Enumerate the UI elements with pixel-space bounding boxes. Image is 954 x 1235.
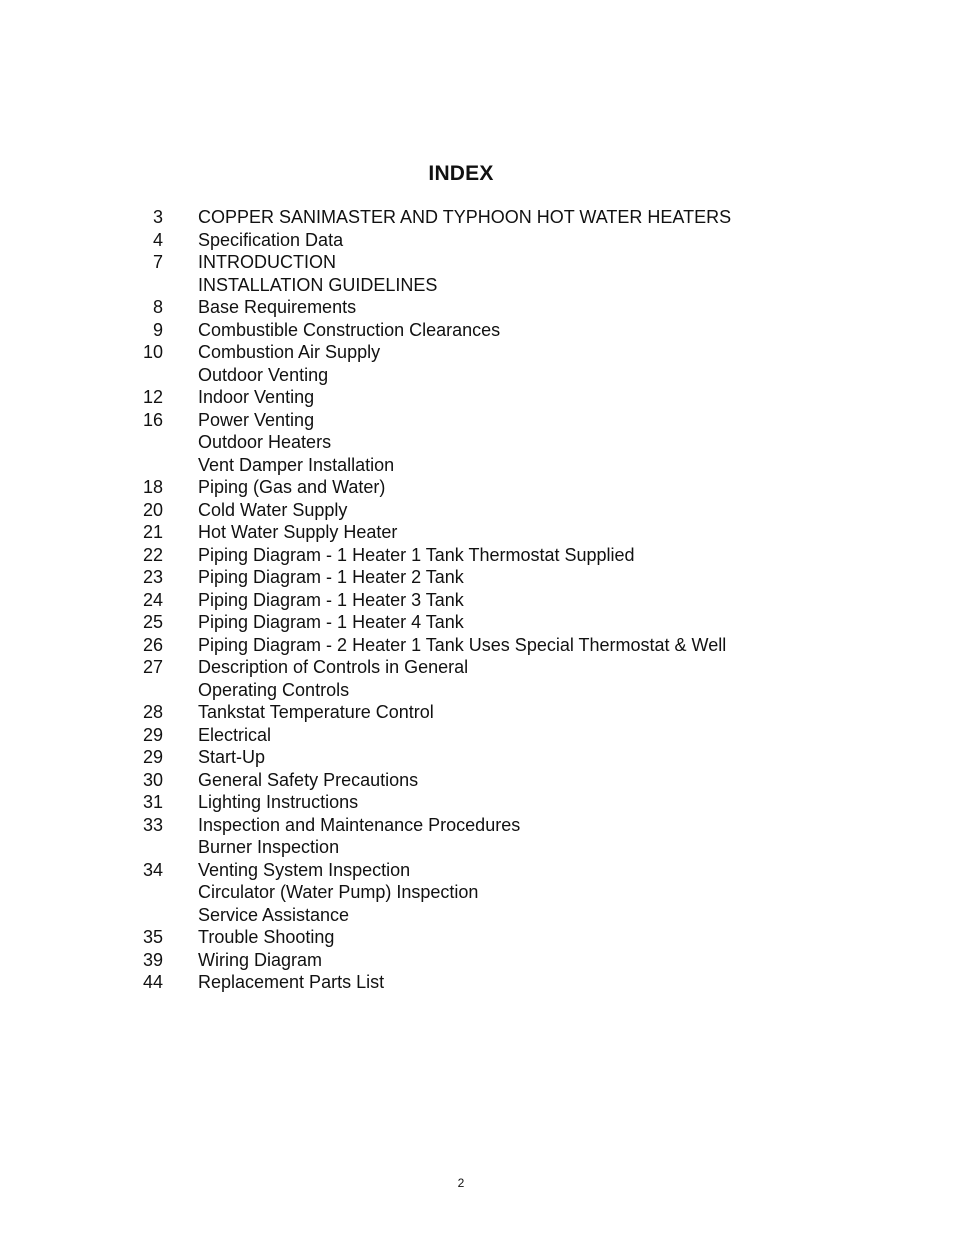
index-entry-label: Electrical [198,724,272,745]
index-entry [120,611,840,634]
index-entry-label: Burner Inspection [198,837,340,857]
index-entry [120,454,840,477]
index-entry-label: Trouble Shooting [198,927,335,947]
index-entry-page: 29 [142,724,163,745]
index-entry-label: Outdoor Venting [198,364,329,385]
index-entry [120,656,840,679]
index-entry-label: Combustion Air Supply [198,342,381,362]
index-entry-page: 44 [142,972,163,992]
index-entry-page: 9 [152,319,163,340]
index-entry-page: 18 [142,477,163,497]
index-entry-label: Cold Water Supply [198,499,348,520]
index-entry-label: INSTALLATION GUIDELINES [198,274,438,295]
index-entry-label: Base Requirements [198,297,357,317]
index-entry [120,274,840,297]
index-entry [120,364,840,387]
index-entry [120,251,840,274]
index-entry-page: 35 [142,927,163,947]
index-entry-page: 16 [142,409,163,430]
index-entry-page: 7 [152,252,163,272]
index-entry [120,296,840,319]
index-entry-label: Vent Damper Installation [198,454,395,475]
index-entry-label: Replacement Parts List [198,972,385,992]
index-entry [120,386,840,409]
index-entry-label: Start-Up [198,747,266,767]
index-entry [120,881,840,904]
index-entry [120,206,840,229]
index-entry [120,769,840,792]
index-entry [120,431,840,454]
index-entry-label: Service Assistance [198,904,350,925]
index-entry-page: 24 [142,589,163,610]
index-entry [120,229,840,252]
index-entry-label: Piping (Gas and Water) [198,477,386,497]
index-entry-page: 4 [152,229,163,250]
index-entry-label: Venting System Inspection [198,859,411,880]
index-entry-page: 21 [142,522,163,542]
page-number: 2 [457,1176,465,1190]
index-list [120,206,840,994]
index-entry-page: 39 [142,949,163,970]
index-entry-page: 28 [142,702,163,722]
index-entry-label: Description of Controls in General [198,657,469,677]
index-entry-label: Tankstat Temperature Control [198,702,434,722]
index-entry-page: 26 [142,634,163,655]
index-entry [120,701,840,724]
index-entry-label: Operating Controls [198,679,350,700]
index-entry-page: 10 [142,342,163,362]
index-entry [120,341,840,364]
index-entry-label: Circulator (Water Pump) Inspection [198,882,479,902]
index-entry [120,926,840,949]
index-entry-page: 25 [142,612,163,632]
index-entry-page: 33 [142,814,163,835]
index-entry-page: 8 [152,297,163,317]
index-entry [120,521,840,544]
index-entry-label: Combustible Construction Clearances [198,319,501,340]
index-entry-page: 20 [142,499,163,520]
index-entry [120,476,840,499]
index-entry-label: Piping Diagram - 2 Heater 1 Tank Uses Special Thermostat & Well [198,634,727,655]
index-entry-page: 31 [142,792,163,812]
index-entry-label: Specification Data [198,229,344,250]
index-entry [120,499,840,522]
index-entry-page: 12 [142,387,163,407]
index-entry [120,544,840,567]
index-entry [120,859,840,882]
page-title: INDEX [428,162,494,185]
index-entry [120,566,840,589]
index-entry [120,904,840,927]
index-entry-label: Piping Diagram - 1 Heater 4 Tank [198,612,464,632]
index-entry-label: Power Venting [198,409,315,430]
index-entry [120,949,840,972]
index-entry-page: 27 [142,657,163,677]
index-entry [120,679,840,702]
index-entry [120,319,840,342]
index-entry [120,589,840,612]
index-entry-page: 30 [142,769,163,790]
index-entry [120,836,840,859]
index-entry-page: 23 [142,567,163,587]
index-entry [120,746,840,769]
index-entry [120,791,840,814]
index-entry-label: Hot Water Supply Heater [198,522,398,542]
index-entry-label: Outdoor Heaters [198,432,332,452]
index-entry [120,409,840,432]
index-entry-label: Inspection and Maintenance Procedures [198,814,521,835]
index-entry-page: 29 [142,747,163,767]
index-entry-label: General Safety Precautions [198,769,419,790]
index-entry-label: Wiring Diagram [198,949,323,970]
index-entry-label: Piping Diagram - 1 Heater 3 Tank [198,589,464,610]
index-entry-label: INTRODUCTION [198,252,336,272]
index-entry-label: COPPER SANIMASTER AND TYPHOON HOT WATER HEATERS [198,207,732,227]
index-entry-page: 34 [142,859,163,880]
index-entry-label: Piping Diagram - 1 Heater 1 Tank Thermostat Supplied [198,544,635,565]
index-entry [120,634,840,657]
index-entry-page: 3 [152,207,163,227]
index-entry [120,971,840,994]
index-entry-page: 22 [142,544,163,565]
index-entry [120,814,840,837]
index-entry-label: Lighting Instructions [198,792,359,812]
index-entry-label: Piping Diagram - 1 Heater 2 Tank [198,567,464,587]
index-entry [120,724,840,747]
index-entry-label: Indoor Venting [198,387,315,407]
